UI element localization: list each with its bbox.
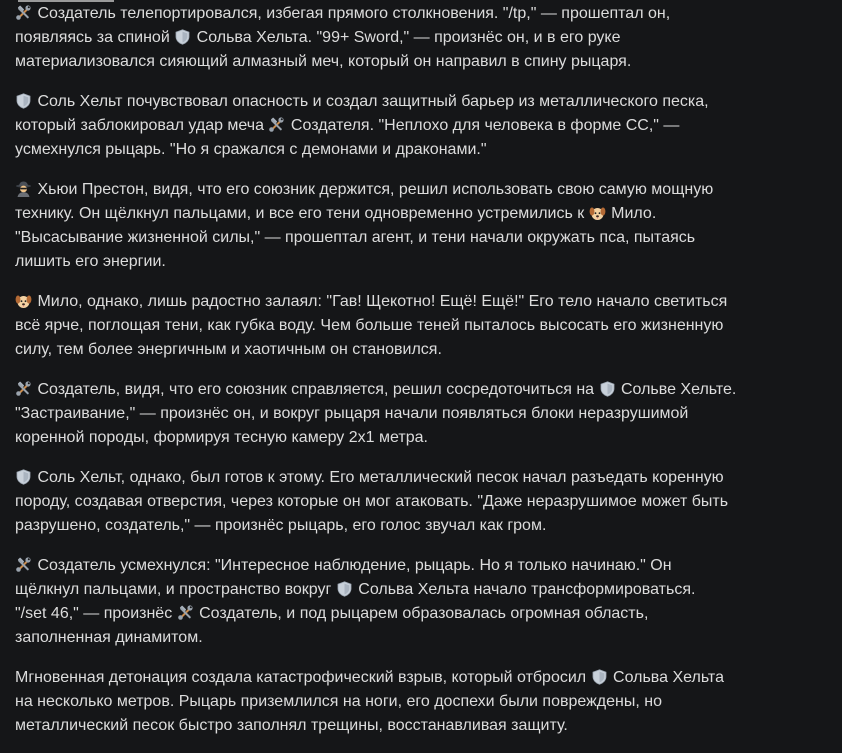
line-text: Создатель усмехнулся: "Интересное наблюдение, рыцарь. Но я только начинаю." Он bbox=[33, 557, 672, 574]
paragraph-line bbox=[15, 290, 830, 314]
line-text: усмехнулся рыцарь. "Но я сражался с демонами и драконами." bbox=[15, 141, 487, 158]
paragraph-line bbox=[15, 666, 830, 690]
paragraph-line bbox=[15, 90, 830, 114]
paragraph-line bbox=[15, 138, 830, 162]
story-paragraph bbox=[15, 378, 830, 450]
dog-face-icon bbox=[15, 293, 32, 309]
paragraph-line bbox=[15, 626, 830, 650]
line-text: заполненная динамитом. bbox=[15, 629, 203, 646]
paragraph-line bbox=[15, 466, 830, 490]
line-text: "Высасывание жизненной силы," — прошептал агент, и тени начали окружать пса, пытаясь bbox=[15, 229, 696, 246]
hammer-and-wrench-icon bbox=[15, 381, 32, 397]
line-text: технику. Он щёлкнул пальцами, и все его тени одновременно устремились к bbox=[15, 205, 589, 222]
line-text: "Застраивание," — произнёс он, и вокруг рыцаря начали появляться блоки неразрушимой bbox=[15, 405, 689, 422]
hammer-and-wrench-icon bbox=[15, 557, 32, 573]
line-text: Сольва Хельта bbox=[608, 669, 724, 686]
line-text: Соль Хельт, однако, был готов к этому. Его металлический песок начал разъедать коренную bbox=[33, 469, 724, 486]
line-text: Мгновенная детонация создала катастрофический взрыв, который отбросил bbox=[15, 669, 591, 686]
paragraph-line bbox=[15, 2, 830, 26]
paragraph-line bbox=[15, 114, 830, 138]
story-paragraph bbox=[15, 554, 830, 650]
line-text: Создателя. "Неплохо для человека в форме СС," — bbox=[286, 117, 680, 134]
line-text: "/set 46," — произнёс bbox=[15, 605, 177, 622]
line-text: который заблокировал удар меча bbox=[15, 117, 269, 134]
paragraph-line bbox=[15, 202, 830, 226]
paragraph-line bbox=[15, 226, 830, 250]
paragraph-line bbox=[15, 426, 830, 450]
line-text: щёлкнул пальцами, и пространство вокруг bbox=[15, 581, 336, 598]
paragraph-line bbox=[15, 514, 830, 538]
line-text: Сольве Хельте. bbox=[616, 381, 737, 398]
line-text: материализовался сияющий алмазный меч, который он направил в спину рыцаря. bbox=[15, 53, 632, 70]
paragraph-line bbox=[15, 714, 830, 738]
line-text: породу, создавая отверстия, через которые он мог атаковать. "Даже неразрушимое может быть bbox=[15, 493, 729, 510]
paragraph-line bbox=[15, 490, 830, 514]
story-paragraph bbox=[15, 90, 830, 162]
paragraph-line bbox=[15, 338, 830, 362]
line-text: Хьюи Престон, видя, что его союзник держится, решил использовать свою самую мощную bbox=[33, 181, 714, 198]
hammer-and-wrench-icon bbox=[177, 605, 194, 621]
paragraph-line bbox=[15, 50, 830, 74]
shield-icon bbox=[15, 93, 32, 109]
story-paragraph bbox=[15, 466, 830, 538]
hammer-and-wrench-icon bbox=[15, 5, 32, 21]
shield-icon bbox=[15, 469, 32, 485]
dog-face-icon bbox=[589, 205, 606, 221]
spy-icon bbox=[15, 181, 32, 197]
paragraph-line bbox=[15, 602, 830, 626]
line-text: Сольва Хельта. "99+ Sword," — произнёс он, и в его руке bbox=[192, 29, 621, 46]
line-text: силу, тем более энергичным и хаотичным он становился. bbox=[15, 341, 442, 358]
line-text: всё ярче, поглощая тени, как губка воду. Чем больше теней пыталось высосать его жизненную bbox=[15, 317, 724, 334]
line-text: Мило, однако, лишь радостно залаял: "Гав! Щекотно! Ещё! Ещё!" Его тело начало светиться bbox=[33, 293, 728, 310]
shield-icon bbox=[174, 29, 191, 45]
paragraph-line bbox=[15, 26, 830, 50]
story-paragraph bbox=[15, 2, 830, 74]
paragraph-line bbox=[15, 178, 830, 202]
line-text: лишить его энергии. bbox=[15, 253, 166, 270]
paragraph-line bbox=[15, 554, 830, 578]
story-paragraph bbox=[15, 666, 830, 738]
paragraph-line bbox=[15, 314, 830, 338]
line-text: Создатель, видя, что его союзник справляется, решил сосредоточиться на bbox=[33, 381, 599, 398]
line-text: металлический песок быстро заполнял трещины, восстанавливая защиту. bbox=[15, 717, 568, 734]
line-text: Сольва Хельта начало трансформироваться. bbox=[353, 581, 696, 598]
paragraph-line bbox=[15, 378, 830, 402]
line-text: Мило. bbox=[606, 205, 657, 222]
hammer-and-wrench-icon bbox=[268, 117, 285, 133]
shield-icon bbox=[599, 381, 616, 397]
paragraph-line bbox=[15, 690, 830, 714]
story-paragraph bbox=[15, 290, 830, 362]
paragraph-line bbox=[15, 250, 830, 274]
shield-icon bbox=[336, 581, 353, 597]
line-text: появляясь за спиной bbox=[15, 29, 175, 46]
paragraph-line bbox=[15, 578, 830, 602]
shield-icon bbox=[591, 669, 608, 685]
line-text: разрушено, создатель," — произнёс рыцарь, его голос звучал как гром. bbox=[15, 517, 547, 534]
line-text: Создатель, и под рыцарем образовалась огромная область, bbox=[194, 605, 649, 622]
line-text: коренной породы, формируя тесную камеру 2x1 метра. bbox=[15, 429, 428, 446]
story-paragraph bbox=[15, 178, 830, 274]
paragraph-line bbox=[15, 402, 830, 426]
line-text: на несколько метров. Рыцарь приземлился на ноги, его доспехи были повреждены, но bbox=[15, 693, 662, 710]
line-text: Создатель телепортировался, избегая прямого столкновения. "/tp," — прошептал он, bbox=[33, 5, 671, 22]
line-text: Соль Хельт почувствовал опасность и создал защитный барьер из металлического песка, bbox=[33, 93, 709, 110]
